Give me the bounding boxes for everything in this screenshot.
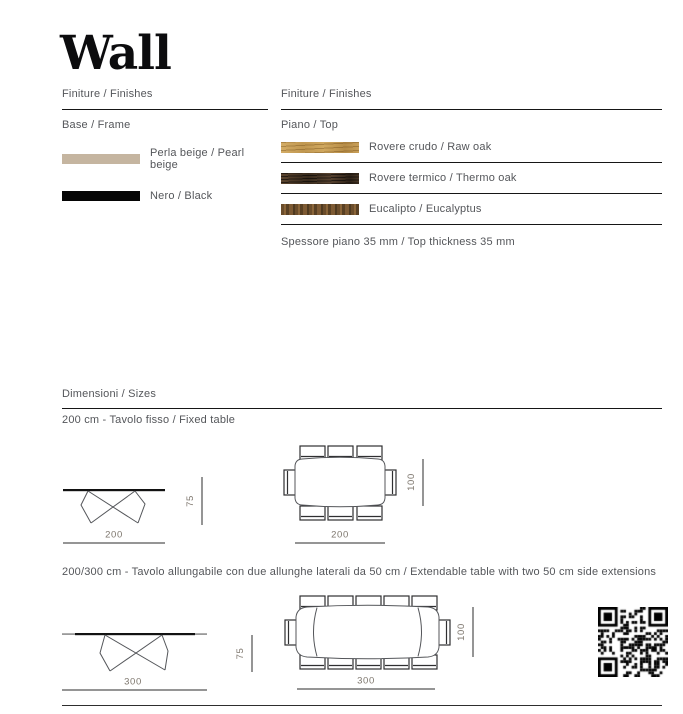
table-top-outline bbox=[296, 605, 439, 659]
finish-label: Eucalipto / Eucalyptus bbox=[369, 203, 482, 215]
finishes-header-right: Finiture / Finishes bbox=[281, 88, 662, 110]
wood-swatch-eucalyptus bbox=[281, 204, 359, 215]
svg-text:300: 300 bbox=[357, 675, 375, 687]
finishes-top-section bbox=[281, 88, 662, 249]
finish-label: Rovere termico / Thermo oak bbox=[369, 172, 517, 184]
svg-text:200: 200 bbox=[105, 529, 123, 541]
dimension-length-top bbox=[297, 676, 435, 690]
footer-rule bbox=[62, 705, 662, 706]
finish-row-thermo-oak bbox=[281, 163, 662, 194]
wood-swatch-raw-oak bbox=[281, 142, 359, 153]
finish-row-black bbox=[62, 190, 268, 202]
svg-text:75: 75 bbox=[235, 647, 246, 660]
sizes-header: Dimensioni / Sizes bbox=[62, 388, 662, 409]
finish-label: Nero / Black bbox=[150, 190, 213, 202]
color-swatch-black bbox=[62, 191, 140, 201]
dimension-length-side bbox=[62, 677, 207, 691]
table-top-outline bbox=[295, 457, 385, 507]
page-title: Wall bbox=[60, 26, 171, 81]
svg-text:75: 75 bbox=[185, 495, 196, 507]
top-view-extendable bbox=[285, 596, 450, 669]
qr-code bbox=[598, 607, 668, 677]
finishes-base-section bbox=[62, 88, 268, 202]
dimension-depth bbox=[406, 459, 423, 506]
side-view-extendable bbox=[62, 633, 207, 671]
extendable-table-drawing bbox=[62, 590, 502, 702]
top-view-fixed bbox=[284, 446, 396, 520]
svg-text:200: 200 bbox=[331, 529, 349, 541]
finish-label: Perla beige / Pearl beige bbox=[150, 147, 245, 171]
dimension-height bbox=[185, 477, 202, 525]
base-frame-subheader: Base / Frame bbox=[62, 119, 131, 131]
finish-label: Rovere crudo / Raw oak bbox=[369, 141, 492, 153]
svg-text:100: 100 bbox=[456, 623, 467, 641]
finishes-header-left: Finiture / Finishes bbox=[62, 88, 268, 110]
dimension-length-top bbox=[295, 530, 385, 544]
color-swatch-pearl-beige bbox=[62, 154, 140, 164]
finish-row-eucalyptus bbox=[281, 194, 662, 225]
finish-row-pearl-beige bbox=[62, 147, 268, 171]
svg-text:100: 100 bbox=[406, 473, 417, 491]
svg-text:300: 300 bbox=[124, 676, 142, 688]
top-thickness-note: Spessore piano 35 mm / Top thickness 35 mm bbox=[281, 236, 515, 248]
side-view-fixed bbox=[63, 489, 165, 523]
dimension-length-side bbox=[63, 530, 165, 544]
dimension-depth bbox=[456, 607, 473, 657]
dimension-height bbox=[235, 635, 252, 672]
finish-row-raw-oak bbox=[281, 132, 662, 163]
piano-top-subheader: Piano / Top bbox=[281, 119, 339, 131]
extendable-table-label: 200/300 cm - Tavolo allungabile con due allunghe laterali da 50 cm / Extendable table with two 50 cm side extensions bbox=[62, 566, 657, 578]
wood-swatch-thermo-oak bbox=[281, 173, 359, 184]
fixed-table-drawing bbox=[62, 438, 502, 550]
fixed-table-label: 200 cm - Tavolo fisso / Fixed table bbox=[62, 414, 236, 426]
